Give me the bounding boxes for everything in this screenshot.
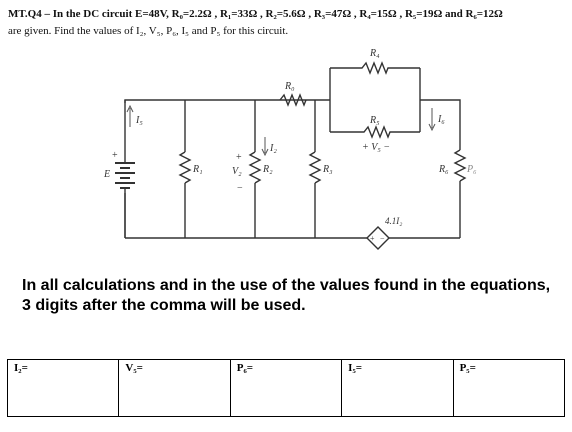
label-I2: I₂ [270,143,277,154]
answer-cell-i5[interactable] [342,360,453,417]
answer-label-p6: P₆= [236,362,254,374]
answer-cell-p5[interactable] [453,360,564,417]
label-R4: R₄ [370,48,380,59]
wire-top-left [125,100,330,103]
question-line-1: MT.Q4 – In the DC circuit E=48V, R₀=2.2Ω , R₁=33Ω , R₂=5.6Ω , R₃=47Ω , R₄=15Ω , R₅=19Ω and R₆=12Ω [8,8,503,20]
label-src-plus: + [370,234,375,243]
answer-row [8,360,565,417]
wire-top-right [420,100,460,150]
answer-table [7,359,565,417]
label-R3: R₃ [323,164,333,175]
answer-cell-v5[interactable] [119,360,230,417]
label-I5: I₅ [136,115,143,126]
label-I6: I₆ [438,114,445,125]
r6-resistor [455,150,465,181]
answer-cell-i2[interactable] [8,360,119,417]
instruction-note: In all calculations and in the use of the values found in the equations, 3 digits after the comma will be used. [22,277,551,314]
answer-label-i2: I₂= [14,362,28,374]
r2-resistor [250,152,260,183]
label-src-minus: − [380,234,385,243]
r4-wire [330,63,420,73]
r5-wire [330,127,420,137]
question-line-2: are given. Find the values of I₂, V₅, P₆, I₅ and P₅ for this circuit. [8,25,289,37]
answer-label-p5: P₅= [459,362,476,374]
label-V2: V₂ [232,166,242,177]
r1-resistor [180,152,190,183]
label-R1: R₁ [193,164,203,175]
label-R2: R₂ [263,164,273,175]
answer-label-v5: V₅= [125,362,143,374]
label-R0: R₀ [285,81,295,92]
answer-cell-p6[interactable] [230,360,341,417]
label-V5: + V₅ − [362,142,391,153]
label-R6: R₆ [439,164,449,175]
label-P6: P₆ [467,164,477,175]
answer-label-i5: I₅= [348,362,363,374]
label-v2-plus: + [236,152,242,163]
r3-resistor [310,152,320,183]
label-plus: + [112,150,118,161]
label-R5: R₅ [370,115,380,126]
label-v2-minus: − [237,183,243,194]
label-E: E [104,169,111,180]
label-source: 4.1I₂ [385,216,403,226]
